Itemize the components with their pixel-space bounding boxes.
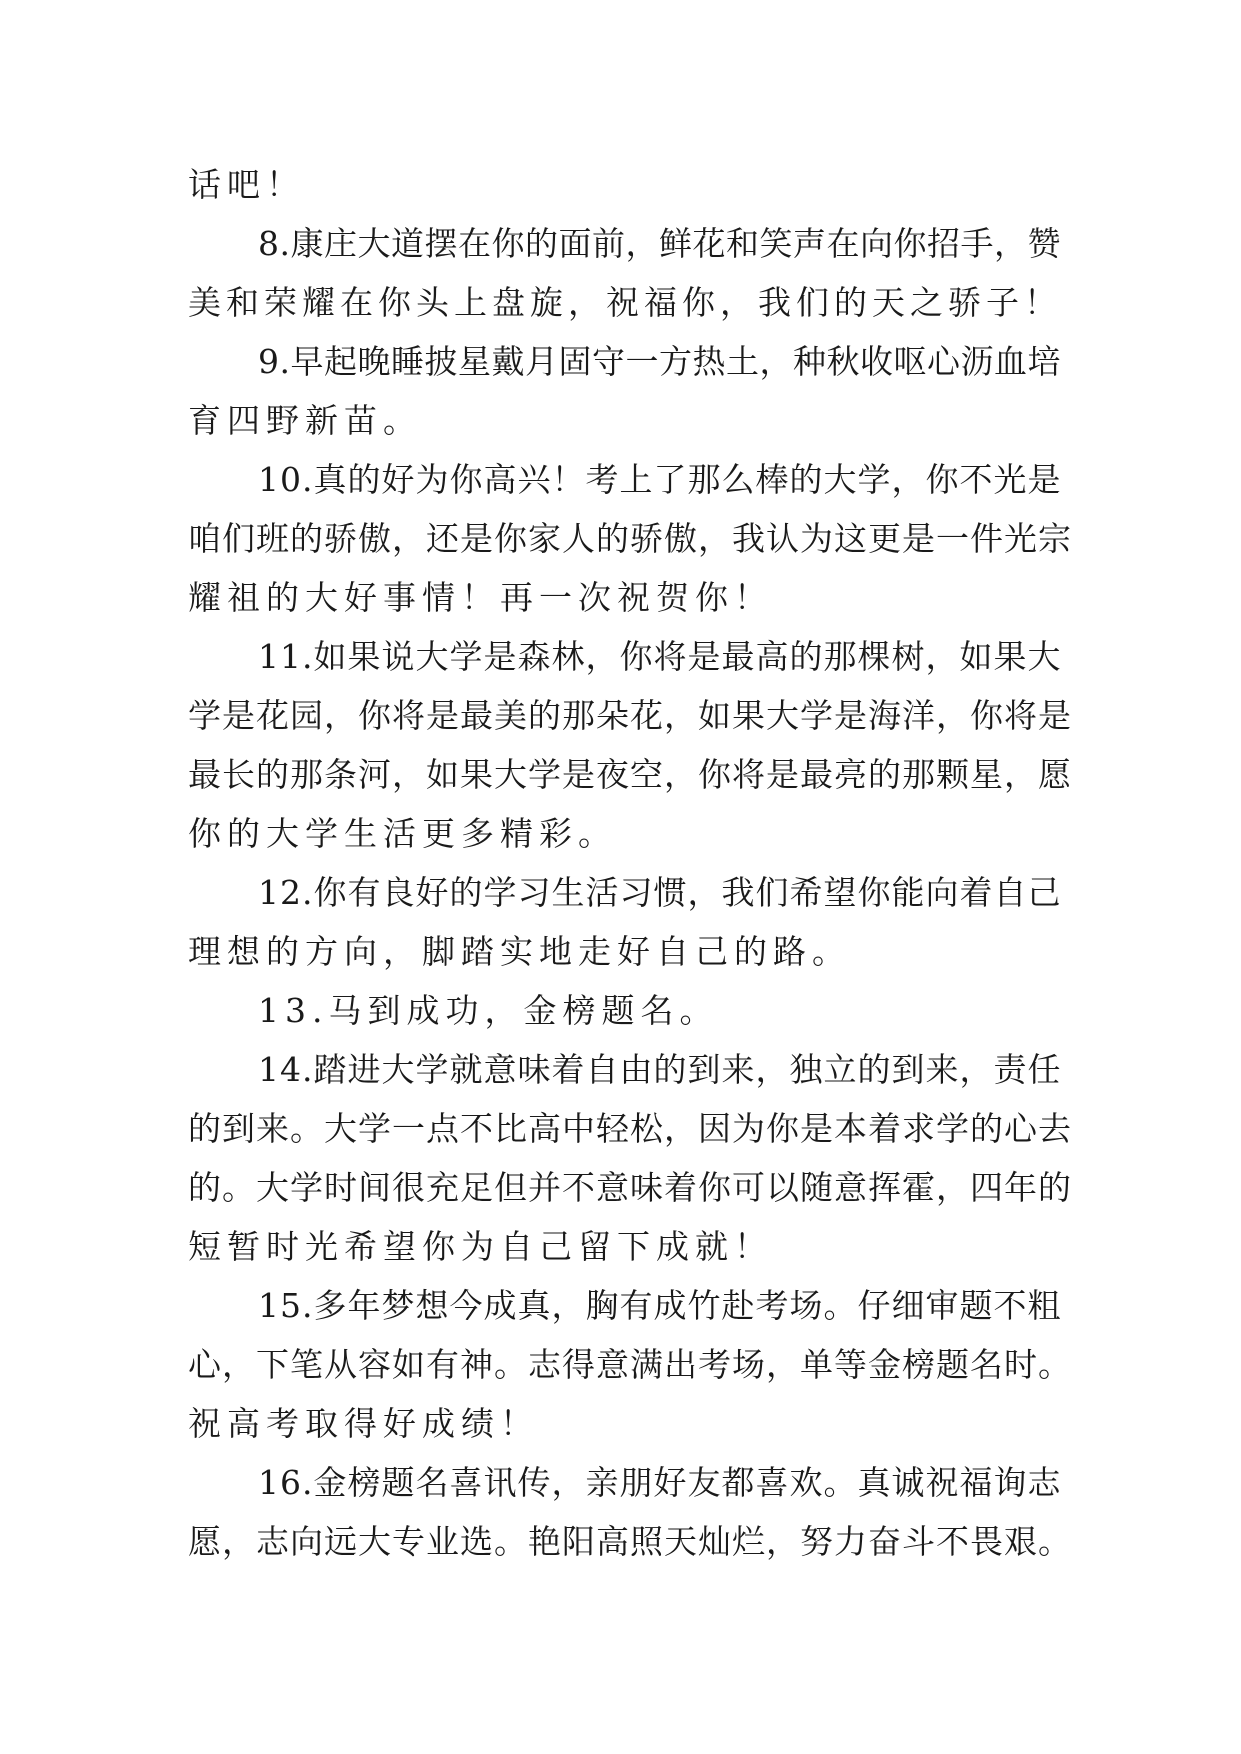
text-line: 咱们班的骄傲，还是你家人的骄傲，我认为这更是一件光宗 xyxy=(188,519,1072,558)
text-line: 美和荣耀在你头上盘旋，祝福你，我们的天之骄子！ xyxy=(188,283,1062,322)
text-line: 的到来。大学一点不比高中轻松，因为你是本着求学的心去 xyxy=(188,1109,1072,1148)
text-line: 10.真的好为你高兴！考上了那么棒的大学，你不光是 xyxy=(258,460,1062,499)
text-line: 14.踏进大学就意味着自由的到来，独立的到来，责任 xyxy=(258,1050,1062,1089)
text-line: 16.金榜题名喜讯传，亲朋好友都喜欢。真诚祝福询志 xyxy=(258,1463,1062,1502)
text-line: 8.康庄大道摆在你的面前，鲜花和笑声在向你招手，赞 xyxy=(258,224,1061,263)
text-line: 12.你有良好的学习生活习惯，我们希望你能向着自己 xyxy=(258,873,1062,912)
text-line: 心，下笔从容如有神。志得意满出考场，单等金榜题名时。 xyxy=(188,1345,1072,1384)
text-line: 13.马到成功，金榜题名。 xyxy=(258,991,719,1030)
document-body xyxy=(188,155,1073,1571)
text-line: 学是花园，你将是最美的那朵花，如果大学是海洋，你将是 xyxy=(188,696,1072,735)
text-line: 的。大学时间很充足但并不意味着你可以随意挥霍，四年的 xyxy=(188,1168,1072,1207)
text-line: 11.如果说大学是森林，你将是最高的那棵树，如果大 xyxy=(258,637,1062,676)
text-line: 话吧！ xyxy=(188,165,305,204)
text-line: 愿，志向远大专业选。艳阳高照天灿烂，努力奋斗不畏艰。 xyxy=(188,1522,1072,1561)
text-line: 耀祖的大好事情！再一次祝贺你！ xyxy=(188,578,773,617)
text-line: 理想的方向，脚踏实地走好自己的路。 xyxy=(188,932,851,971)
text-line: 你的大学生活更多精彩。 xyxy=(188,814,617,853)
text-line: 祝高考取得好成绩！ xyxy=(188,1404,539,1443)
text-line: 15.多年梦想今成真，胸有成竹赴考场。仔细审题不粗 xyxy=(258,1286,1062,1325)
text-line: 短暂时光希望你为自己留下成就！ xyxy=(188,1227,773,1266)
text-line: 育四野新苗。 xyxy=(188,401,422,440)
text-line: 9.早起晚睡披星戴月固守一方热土，种秋收呕心沥血培 xyxy=(258,342,1061,381)
text-line: 最长的那条河，如果大学是夜空，你将是最亮的那颗星，愿 xyxy=(188,755,1072,794)
